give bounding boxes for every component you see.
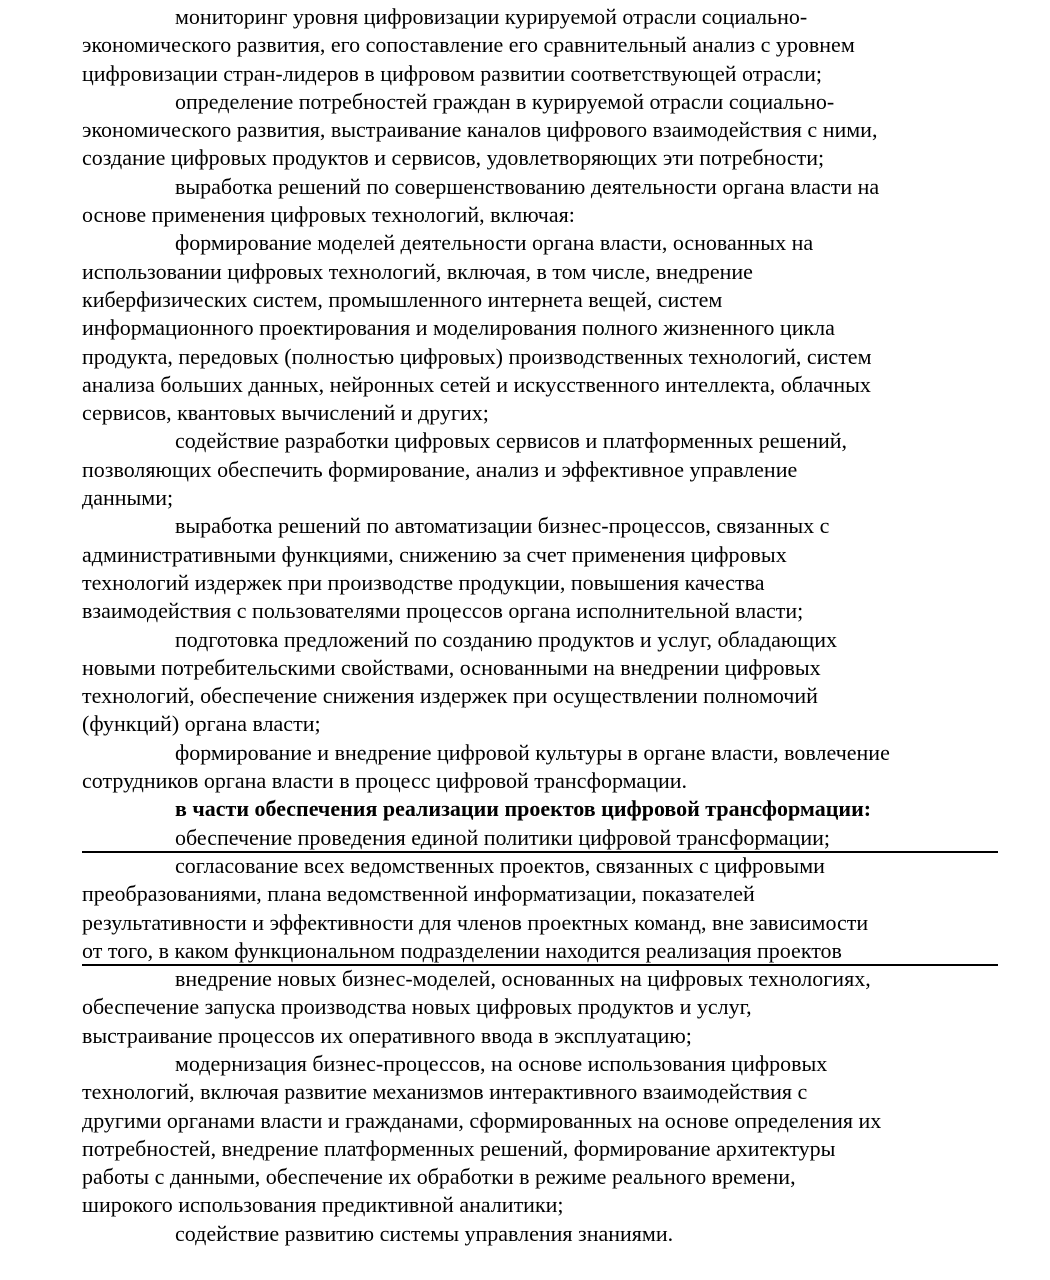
paragraph — [82, 173, 1010, 230]
paragraph — [82, 88, 1010, 173]
text-line: основе применения цифровых технологий, включая: — [82, 202, 575, 228]
paragraph — [82, 229, 1010, 427]
paragraph — [82, 852, 1010, 965]
paragraph — [82, 626, 1010, 739]
text-line: мониторинг уровня цифровизации курируемой отрасли социально- — [175, 4, 808, 29]
text-line: данными; — [82, 485, 174, 511]
text-line: экономического развития, его сопоставление его сравнительный анализ с уровнем — [82, 32, 855, 58]
paragraph — [82, 965, 1010, 1050]
text-line: работы с данными, обеспечение их обработки в режиме реального времени, — [82, 1164, 796, 1190]
text-line: технологий издержек при производстве продукции, повышения качества — [82, 569, 765, 595]
text-line: цифровизации стран-лидеров в цифровом развитии соответствующей отрасли; — [82, 60, 822, 86]
text-line: экономического развития, выстраивание каналов цифрового взаимодействия с ними, — [82, 117, 878, 143]
paragraph — [82, 427, 1010, 512]
paragraph — [82, 739, 1010, 796]
text-line: обеспечение запуска производства новых цифровых продуктов и услуг, — [82, 994, 752, 1020]
text-line: информационного проектирования и моделирования полного жизненного цикла — [82, 315, 835, 341]
paragraph — [82, 1050, 1010, 1220]
paragraph-heading — [82, 795, 1010, 823]
text-line: определение потребностей граждан в курируемой отрасли социально- — [175, 88, 835, 114]
text-line: формирование моделей деятельности органа власти, основанных на — [175, 230, 814, 256]
text-line: обеспечение проведения единой политики цифровой трансформации; — [175, 824, 830, 850]
text-line: киберфизических систем, промышленного интернета вещей, систем — [82, 286, 723, 312]
text-line: создание цифровых продуктов и сервисов, удовлетворяющих эти потребности; — [82, 145, 825, 171]
paragraph — [82, 3, 1010, 88]
text-line: другими органами власти и гражданами, сформированных на основе определения их — [82, 1107, 882, 1133]
text-line: выработка решений по автоматизации бизнес-процессов, связанных с — [175, 513, 830, 539]
text-line: формирование и внедрение цифровой культуры в органе власти, вовлечение — [175, 739, 890, 765]
text-line: анализа больших данных, нейронных сетей и искусственного интеллекта, облачных — [82, 371, 871, 397]
text-line: согласование всех ведомственных проектов, связанных с цифровыми — [175, 852, 825, 878]
paragraph — [82, 1220, 1010, 1248]
text-line: подготовка предложений по созданию продуктов и услуг, обладающих — [175, 626, 837, 652]
text-line: административными функциями, снижению за счет применения цифровых — [82, 541, 787, 567]
text-line: новыми потребительскими свойствами, основанными на внедрении цифровых — [82, 654, 821, 680]
text-line: содействие развитию системы управления знаниями. — [175, 1220, 674, 1246]
text-line: от того, в каком функциональном подразделении находится реализация проектов — [82, 937, 842, 963]
text-line: потребностей, внедрение платформенных решений, формирование архитектуры — [82, 1135, 836, 1161]
text-line: технологий, обеспечение снижения издержек при осуществлении полномочий — [82, 683, 818, 709]
text-line: использовании цифровых технологий, включая, в том числе, внедрение — [82, 258, 753, 284]
text-line: модернизация бизнес-процессов, на основе использования цифровых — [175, 1050, 828, 1076]
paragraph — [82, 824, 1010, 852]
text-line: взаимодействия с пользователями процессов органа исполнительной власти; — [82, 598, 804, 624]
document-body — [82, 3, 1010, 1248]
text-line: продукта, передовых (полностью цифровых) производственных технологий, систем — [82, 343, 872, 369]
text-line: позволяющих обеспечить формирование, анализ и эффективное управление — [82, 456, 798, 482]
text-line: преобразованиями, плана ведомственной информатизации, показателей — [82, 881, 755, 907]
text-line: широкого использования предиктивной аналитики; — [82, 1192, 564, 1218]
text-line: в части обеспечения реализации проектов цифровой трансформации: — [175, 796, 872, 822]
text-line: содействие разработки цифровых сервисов и платформенных решений, — [175, 428, 848, 454]
text-line: сотрудников органа власти в процесс цифровой трансформации. — [82, 768, 688, 794]
paragraph — [82, 512, 1010, 625]
text-line: результативности и эффективности для членов проектных команд, вне зависимости — [82, 909, 869, 935]
text-line: технологий, включая развитие механизмов интерактивного взаимодействия с — [82, 1079, 808, 1105]
text-line: (функций) органа власти; — [82, 711, 321, 737]
text-line: внедрение новых бизнес-моделей, основанных на цифровых технологиях, — [175, 966, 871, 992]
text-line: выработка решений по совершенствованию деятельности органа власти на — [175, 173, 880, 199]
text-line: выстраивание процессов их оперативного ввода в эксплуатацию; — [82, 1022, 692, 1048]
text-line: сервисов, квантовых вычислений и других; — [82, 400, 489, 426]
